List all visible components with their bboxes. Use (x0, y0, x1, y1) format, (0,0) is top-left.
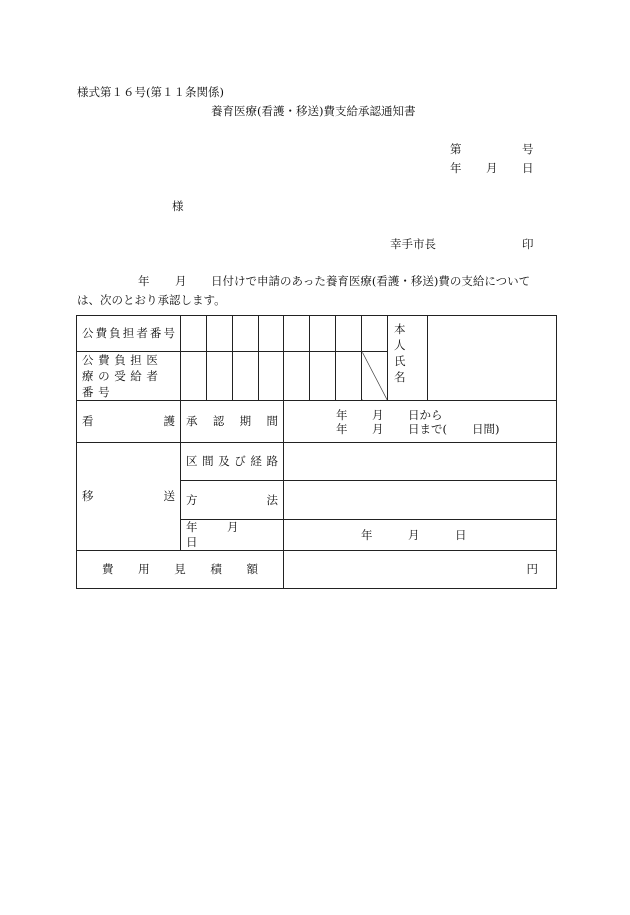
approval-period-label-cell (181, 401, 284, 443)
payer-digit-box[interactable] (336, 316, 362, 352)
transport-date-left-year: 年 (186, 520, 198, 534)
period-from-line (336, 408, 556, 422)
approval-period-value[interactable] (284, 401, 557, 443)
payer-digit-box[interactable] (259, 316, 284, 352)
yen-unit: 円 (526, 562, 538, 576)
estimate-label-cell (77, 551, 284, 589)
recipient-digit-box[interactable] (336, 352, 362, 401)
body-year: 年 (138, 274, 150, 288)
transport-date-left-month: 月 (227, 520, 239, 534)
approval-table (76, 315, 557, 589)
recipient-number-label-cell (77, 352, 181, 401)
method-field[interactable] (284, 481, 557, 520)
route-label-cell (181, 443, 284, 481)
payer-digit-box[interactable] (181, 316, 207, 352)
addressee-suffix: 様 (172, 199, 184, 213)
transport-date-right[interactable] (284, 520, 557, 551)
period-to-line (336, 422, 556, 436)
transport-date-right-year: 年 (361, 527, 373, 542)
period-days: 日間) (472, 421, 500, 436)
route-label: 区 間 及 び 経 路 (186, 454, 278, 468)
payer-number-label: 公 費 負 担 者 番 号 (82, 326, 175, 340)
payer-digit-box[interactable] (207, 316, 233, 352)
route-row (77, 443, 557, 481)
transport-date-right-month: 月 (408, 527, 420, 542)
recipient-digit-box[interactable] (284, 352, 310, 401)
person-name-field[interactable] (428, 316, 557, 401)
recipient-digit-box[interactable] (233, 352, 259, 401)
document-title: 養育医療(看護・移送)費支給承認通知書 (211, 104, 416, 118)
nursing-label-cell (77, 401, 181, 443)
transport-date-left[interactable] (181, 520, 284, 551)
period-to-year: 年 (336, 421, 348, 436)
doc-number-suffix: 号 (522, 142, 534, 156)
period-from-suffix: 日から (408, 407, 443, 422)
transport-date-right-day: 日 (455, 527, 467, 542)
issue-date-year: 年 (450, 161, 462, 175)
estimate-amount-field[interactable] (284, 551, 557, 589)
period-from-year: 年 (336, 407, 348, 422)
method-label-cell (181, 481, 284, 520)
issuer-seal: 印 (522, 237, 534, 251)
payer-number-label-cell (77, 316, 181, 352)
transport-label-cell (77, 443, 181, 551)
recipient-number-label: 公費負担医療の受給者番号 (82, 353, 163, 399)
period-to-suffix: 日まで( (408, 421, 447, 436)
payer-digit-box[interactable] (362, 316, 388, 352)
payer-digit-box[interactable] (310, 316, 336, 352)
body-month: 月 (175, 274, 187, 288)
body-text-line2: は、次のとおり承認します。 (77, 293, 226, 307)
issue-date-day: 日 (522, 161, 534, 175)
recipient-digit-box[interactable] (259, 352, 284, 401)
recipient-digit-box[interactable] (181, 352, 207, 401)
person-name-label: 本人氏名 (394, 322, 412, 384)
payer-number-row (77, 316, 557, 352)
approval-period-label: 承 認 期 間 (186, 414, 278, 428)
recipient-digit-box[interactable] (310, 352, 336, 401)
estimate-row (77, 551, 557, 589)
issue-date-month: 月 (486, 161, 498, 175)
route-field[interactable] (284, 443, 557, 481)
doc-number-prefix: 第 (450, 142, 462, 156)
period-from-month: 月 (372, 407, 384, 422)
payer-digit-box[interactable] (284, 316, 310, 352)
payer-digit-box[interactable] (233, 316, 259, 352)
transport-label: 移 送 (82, 489, 175, 503)
method-label: 方 法 (186, 492, 278, 507)
issuer-name: 幸手市長 (390, 237, 436, 251)
period-to-month: 月 (372, 421, 384, 436)
person-name-label-cell (388, 316, 428, 401)
estimate-label: 費 用 見 積 額 (102, 562, 258, 576)
body-text-line1: 日付けで申請のあった養育医療(看護・移送)費の支給について (211, 274, 531, 288)
recipient-digit-box[interactable] (207, 352, 233, 401)
nursing-row (77, 401, 557, 443)
nursing-label: 看 護 (82, 414, 175, 428)
transport-date-left-day: 日 (186, 535, 198, 549)
recipient-digit-box-diagonal (362, 352, 388, 401)
form-number: 様式第１６号(第１１条関係) (77, 85, 224, 99)
